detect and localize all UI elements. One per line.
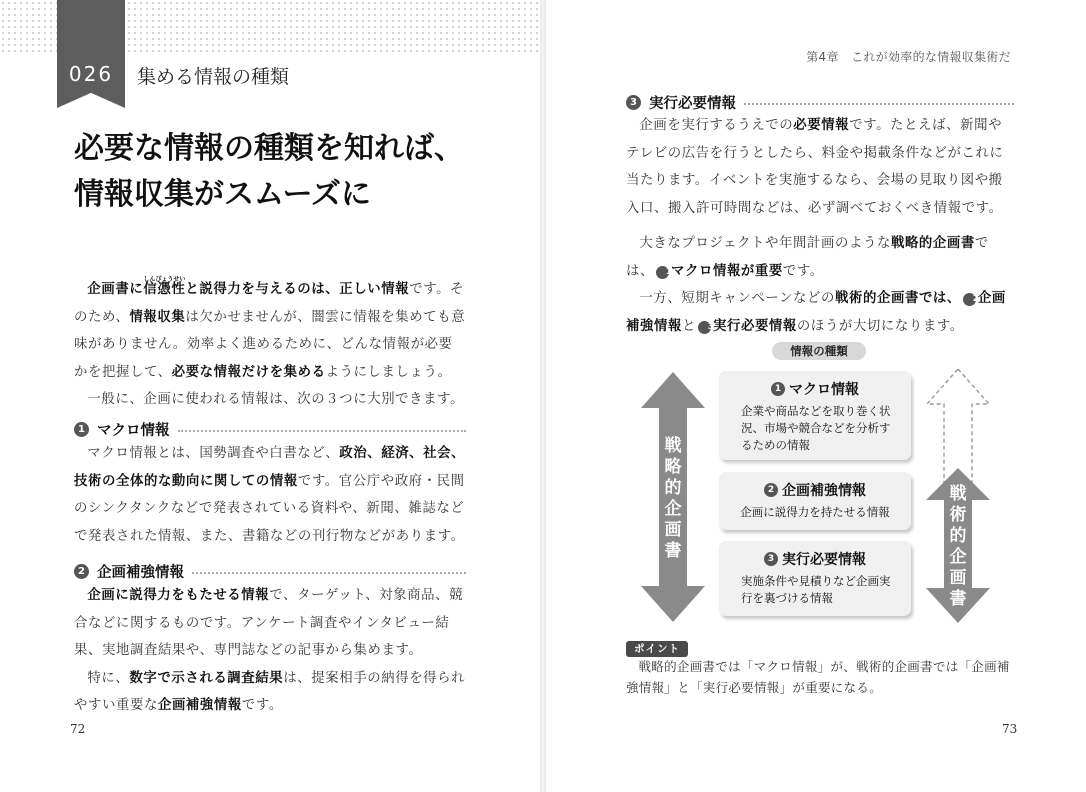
strategic-arrow-label: 戦略的企画書 xyxy=(664,436,682,561)
point-badge: ポイント xyxy=(626,641,688,657)
number-3-icon: 3 xyxy=(764,552,778,566)
info-box-macro: 1 マクロ情報 企業や商品などを取り巻く状況、市場や競合などを分析するための情報 xyxy=(719,371,911,460)
intro-paragraph-2: 一般に、企画に使われる情報は、次の３つに大別できます。 xyxy=(87,392,465,407)
subhead-execution: 3 実行必要情報 xyxy=(626,92,1014,112)
headline-line-1: 必要な情報の種類を知れば、 xyxy=(74,131,464,166)
summary-text xyxy=(626,230,1014,340)
dotted-leader xyxy=(178,430,467,432)
summary-paragraph-2: 一方、短期キャンペーンなどの戦術的企画書では、 2企画補強情報と 3実行必要情報のほうが大切になります。 xyxy=(626,291,1006,334)
subhead-macro: 1 マクロ情報 xyxy=(74,419,466,439)
number-1-icon: 1 xyxy=(656,266,669,279)
left-page xyxy=(0,0,540,792)
number-2-icon: 2 xyxy=(963,293,976,306)
number-3-icon: 3 xyxy=(698,321,711,334)
page-number-left: 72 xyxy=(70,722,86,736)
info-box-execution: 3 実行必要情報 実施条件や見積りなど企画実行を裏づける情報 xyxy=(719,541,911,616)
page-number-right: 73 xyxy=(1002,722,1018,736)
diagram-label: 情報の種類 xyxy=(772,342,866,360)
info-box-reinforce: 2 企画補強情報 企画に説得力を持たせる情報 xyxy=(719,472,911,530)
page-headline xyxy=(74,126,514,218)
dotted-leader xyxy=(744,103,1014,105)
subhead-reinforce: 2 企画補強情報 xyxy=(74,561,466,581)
intro-text xyxy=(74,276,466,414)
right-page xyxy=(546,0,1086,792)
point-text: 戦略的企画書では「マクロ情報」が、戦術的企画書では「企画補強情報」と「実行必要情報」が重要になる。 xyxy=(626,659,1010,695)
tactical-arrow-label: 戦術的企画書 xyxy=(949,484,967,609)
chapter-header: 第4章 これが効率的な情報収集術だ xyxy=(806,50,1011,64)
execution-text: 企画を実行するうえでの必要情報です。たとえば、新聞やテレビの広告を行うとしたら、料金や掲載条件などがこれに当たります。イベントを実施するなら、会場の見取り図や搬入口、搬入許可時間などは、必ず調べておくべき情報です。 xyxy=(626,118,1004,216)
dotted-leader xyxy=(192,572,466,574)
reinforce-text: 企画に説得力をもたせる情報で、ターゲット、対象商品、競合などに関するものです。アンケート調査やインタビュー結果、実地調査結果や、専門誌などの記事から集めます。 特に、数字で示される調査結果は、提案相手の納得を得られやすい重要な企画補強情報です。 xyxy=(74,588,466,713)
number-3-icon: 3 xyxy=(626,95,641,110)
number-1-icon: 1 xyxy=(771,382,785,396)
macro-text: マクロ情報とは、国勢調査や白書など、政治、経済、社会、技術の全体的な動向に関しての情報です。官公庁や政府・民間のシンクタンクなどで発表されている資料や、新聞、雑誌などで発表された情報、また、書籍などの刊行物などがあります。 xyxy=(74,446,466,544)
number-2-icon: 2 xyxy=(764,483,778,497)
section-number: 026 xyxy=(68,62,114,86)
ruby-term: 信憑性しんぴょうせい xyxy=(143,276,186,297)
summary-paragraph-1: 大きなプロジェクトや年間計画のような戦略的企画書では、 1マクロ情報が重要です。 xyxy=(626,236,989,279)
intro-paragraph-1: 企画書に信憑性しんぴょうせいと説得力を与えるのは、正しい情報です。そのため、情報収集は欠かせませんが、闇雲に情報を集めても意味がありません。効率よく進めるために、どんな情報が必要かを把握して、必要な情報だけを集めるようにしましょう。 xyxy=(74,276,466,380)
number-2-icon: 2 xyxy=(74,564,89,579)
headline-line-2: 情報収集がスムーズに xyxy=(74,177,371,212)
section-title: 集める情報の種類 xyxy=(137,66,290,88)
number-1-icon: 1 xyxy=(74,422,89,437)
section-ribbon xyxy=(57,0,125,108)
